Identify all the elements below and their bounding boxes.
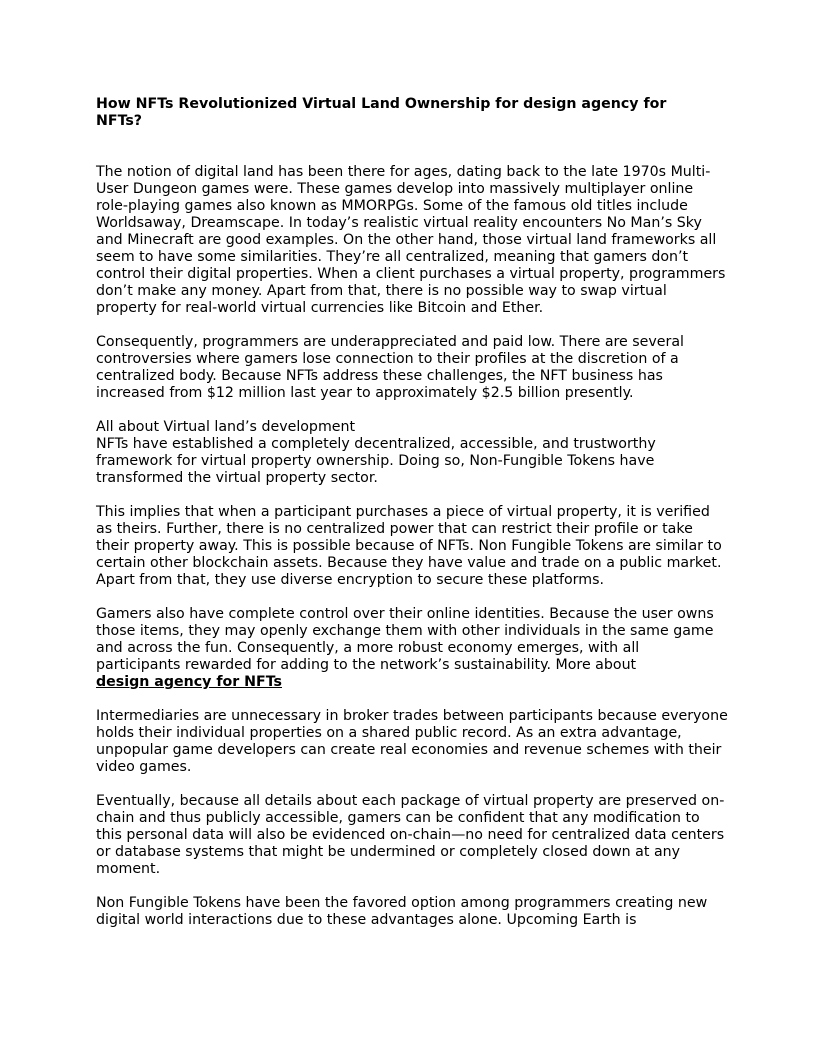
- paragraph-gamers: [96, 606, 728, 691]
- spacer: [96, 487, 728, 504]
- paragraph-verified: This implies that when a participant purchases a piece of virtual property, it is verified as theirs. Further, there is no centralized power that can restrict their profile or take their property away. This is possible because of NFTs. Non Fungible Tokens are similar to certain other blockchain assets. Because they have value and trade on a public market. Apart from that, they use diverse encryption to secure these platforms.: [96, 504, 722, 588]
- paragraph-section: NFTs have established a completely decentralized, accessible, and trustworthy framework for virtual property ownership. Doing so, Non-Fungible Tokens have transformed the virtual property sector.: [96, 436, 656, 486]
- spacer: [96, 130, 728, 164]
- document-page: [96, 96, 728, 929]
- spacer: [96, 589, 728, 606]
- spacer: [96, 317, 728, 334]
- spacer: [96, 402, 728, 419]
- paragraph-final: Non Fungible Tokens have been the favored option among programmers creating new digital world interactions due to these advantages alone. Upcoming Earth is: [96, 895, 708, 928]
- section-heading: All about Virtual land’s development: [96, 419, 356, 435]
- spacer: [96, 776, 728, 793]
- design-agency-link[interactable]: design agency for NFTs: [96, 674, 282, 690]
- paragraph-intro: The notion of digital land has been there for ages, dating back to the late 1970s Multi-User Dungeon games were. These games develop into massively multiplayer online role-playing games also known as MMORPGs. Some of the famous old titles include Worldsaway, Dreamscape. In today’s realistic virtual reality encounters No Man’s Sky and Minecraft are good examples. On the other hand, those virtual land frameworks all seem to have some similarities. They’re all centralized, meaning that gamers don’t control their digital properties. When a client purchases a virtual property, programmers don’t make any money. Apart from that, there is no possible way to swap virtual property for real-world virtual currencies like Bitcoin and Ether.: [96, 164, 726, 316]
- paragraph-eventually: Eventually, because all details about each package of virtual property are preserved on-chain and thus publicly accessible, gamers can be confident that any modification to this personal data will also be evidenced on-chain—no need for centralized data centers or database systems that might be undermined or completely closed down at any moment.: [96, 793, 725, 877]
- spacer: [96, 691, 728, 708]
- spacer: [96, 878, 728, 895]
- paragraph-gamers-text: Gamers also have complete control over their online identities. Because the user owns those items, they may openly exchange them with other individuals in the same game and across the fun. Consequently, a more robust economy emerges, with all participants rewarded for adding to the network’s sustainability. More about: [96, 606, 714, 673]
- paragraph-consequently: Consequently, programmers are underappreciated and paid low. There are several controversies where gamers lose connection to their profiles at the discretion of a centralized body. Because NFTs address these challenges, the NFT business has increased from $12 million last year to approximately $2.5 billion presently.: [96, 334, 684, 401]
- paragraph-intermediaries: Intermediaries are unnecessary in broker trades between participants because everyone holds their individual properties on a shared public record. As an extra advantage, unpopular game developers can create real economies and revenue schemes with their video games.: [96, 708, 728, 775]
- document-title: How NFTs Revolutionized Virtual Land Ownership for design agency for NFTs?: [96, 96, 667, 129]
